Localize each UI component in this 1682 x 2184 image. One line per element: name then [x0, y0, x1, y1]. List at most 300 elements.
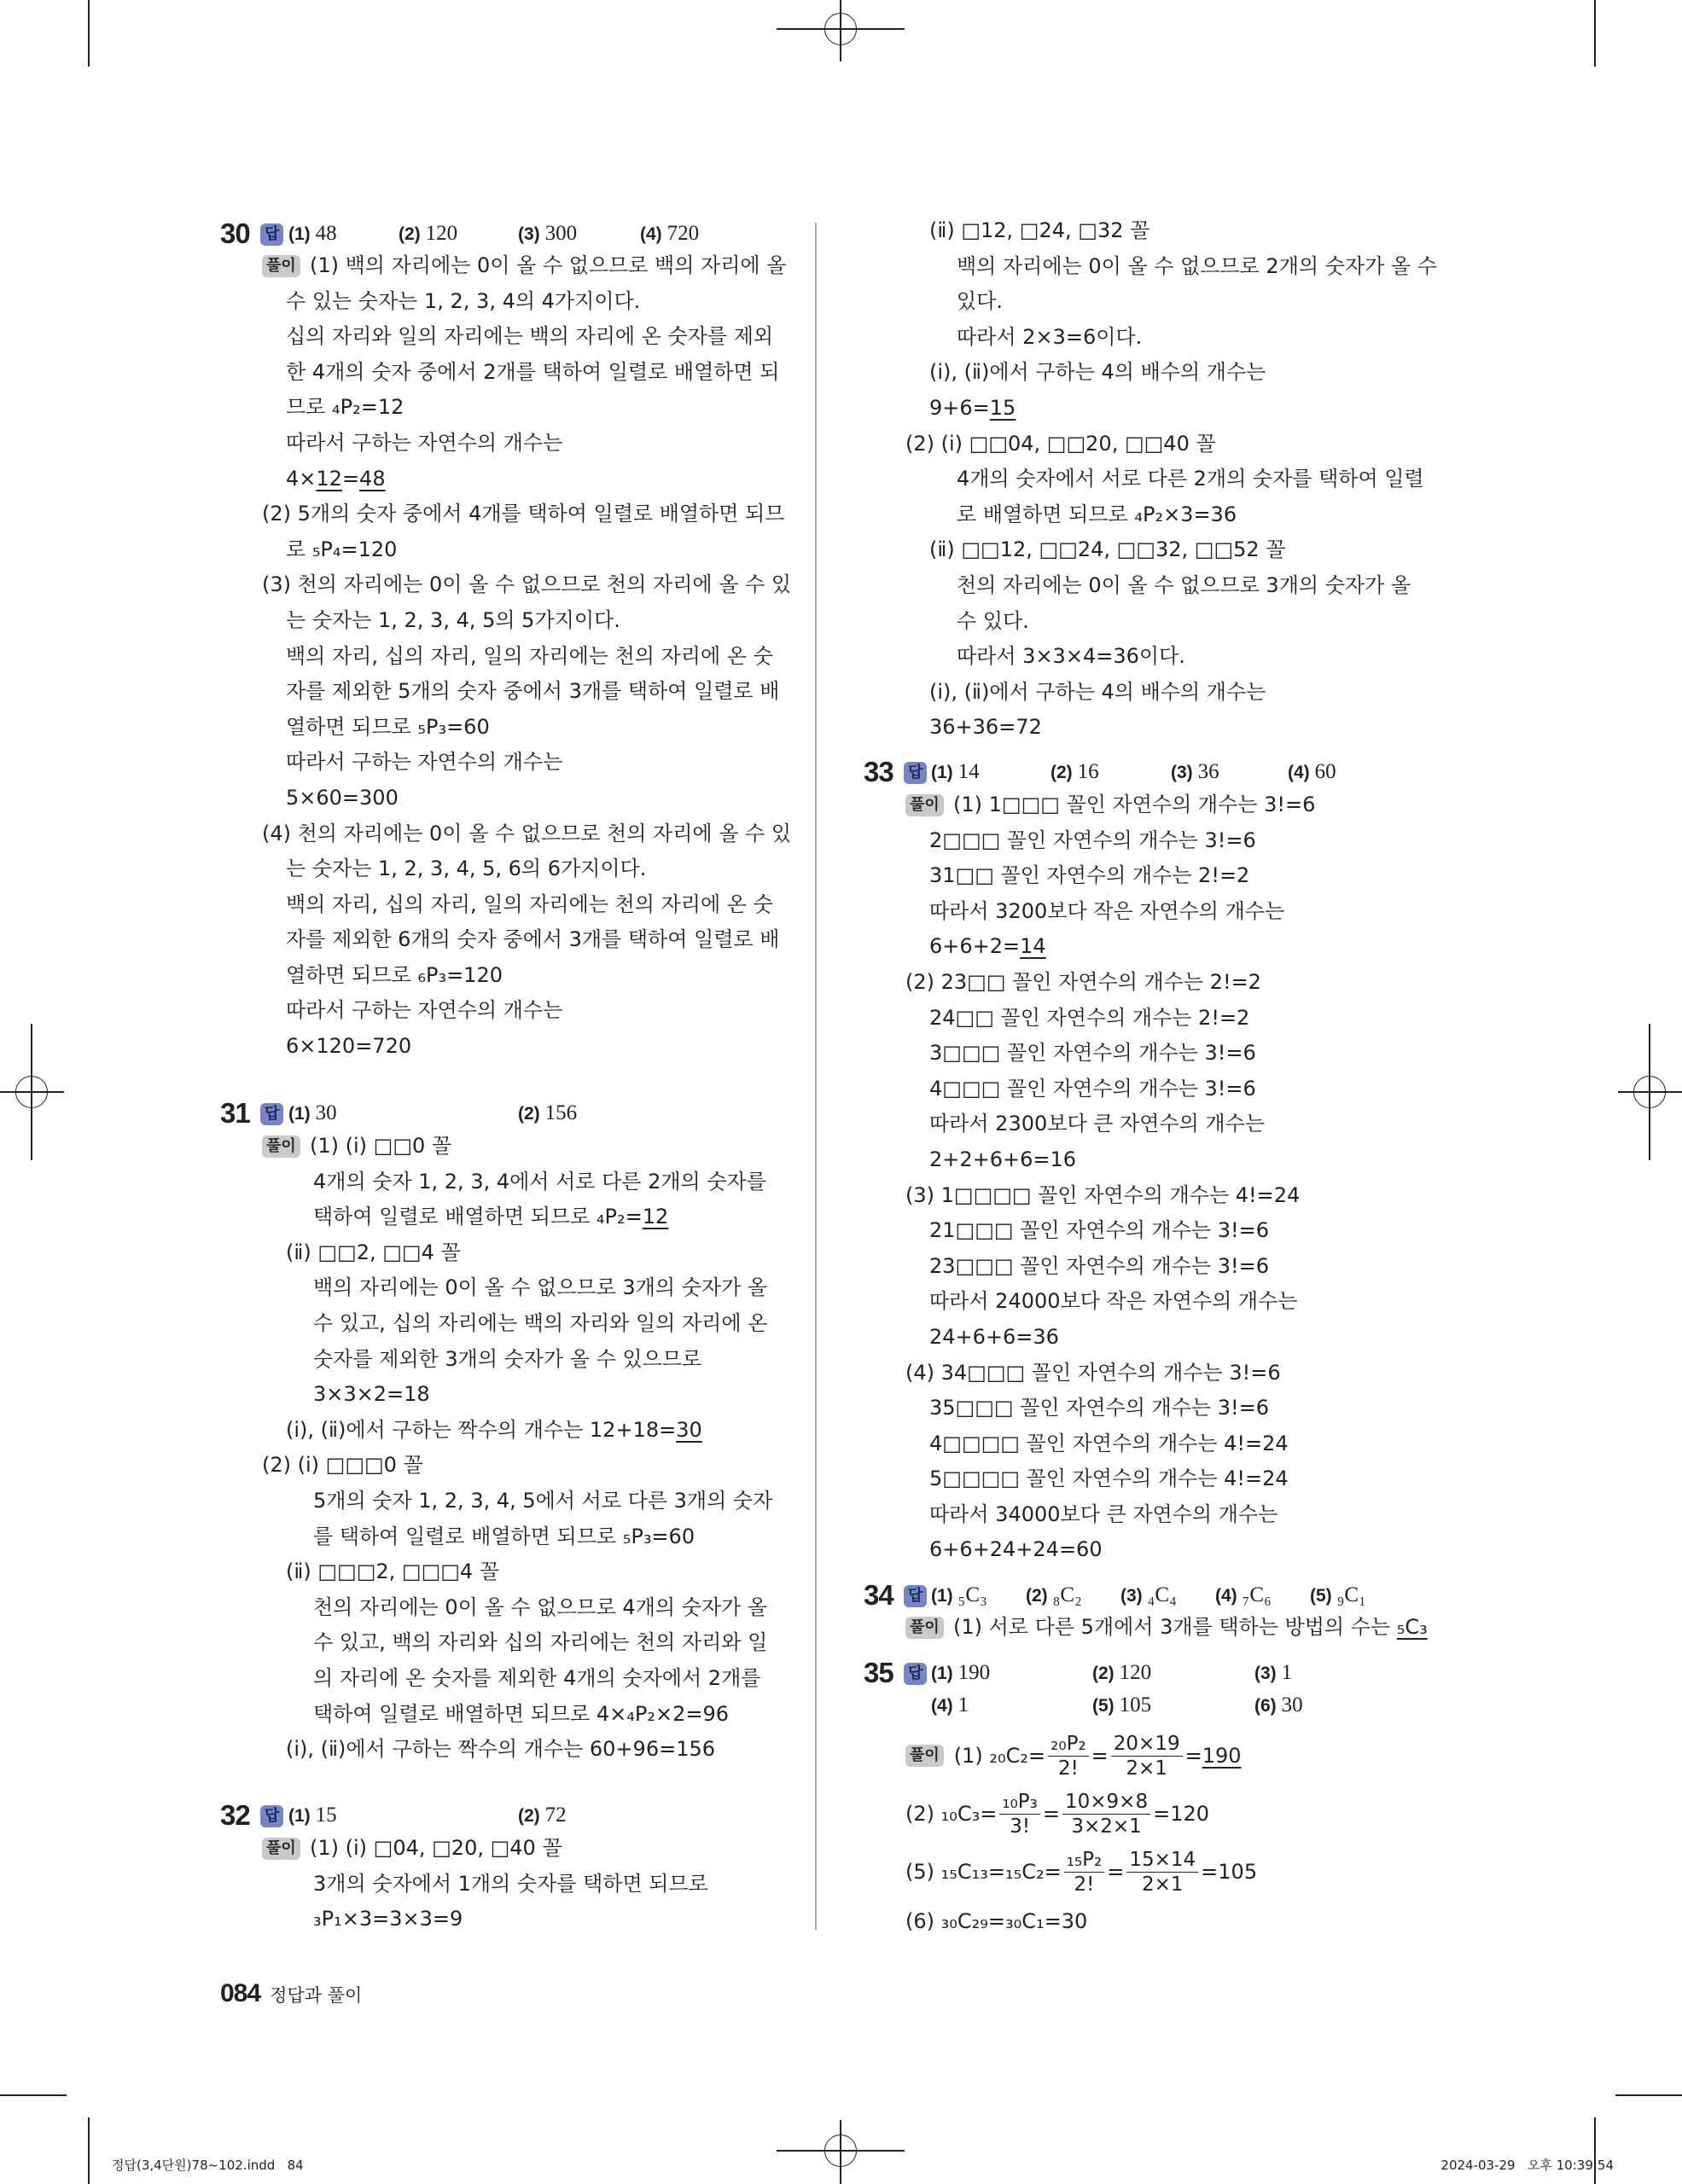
formula-row [0, 1901, 1257, 1942]
registration-mark-icon [1649, 1024, 1650, 1160]
answer-label: (5) [1310, 1586, 1332, 1606]
page-section-title: 정답과 풀이 [270, 1985, 363, 2006]
line-content [929, 1218, 1269, 1242]
fraction-numerator: 15×14 [1126, 1848, 1198, 1873]
solution-lines [0, 1610, 1428, 1646]
solution-line [0, 1001, 1315, 1037]
answer-label: (1) [288, 1104, 311, 1124]
text-segment: 6×120=720 [286, 1034, 412, 1059]
solution-line [0, 462, 1437, 497]
text-segment: (4) 천의 자리에는 0이 올 수 없으므로 천의 자리에 올 수 있 [262, 821, 792, 845]
solution-line [0, 1320, 1315, 1356]
solution-line [0, 1072, 1315, 1107]
solution-line [0, 497, 1437, 533]
answer-item [1026, 1583, 1082, 1607]
formula-row [0, 1727, 1257, 1785]
answer-label: (2) [1092, 1664, 1115, 1683]
fraction-numerator: ₂₀P₂ [1048, 1732, 1089, 1757]
crop-mark [1594, 0, 1596, 67]
text-segment: 수 있고, 십의 자리에는 백의 자리와 일의 자리에 온 [313, 1310, 768, 1335]
text-segment: 따라서 구하는 자연수의 개수는 [286, 750, 563, 775]
solution-line [0, 823, 1315, 859]
solution-line [0, 568, 1437, 604]
text-segment: (ⅰ), (ⅱ)에서 구하는 4의 배수의 개수는 [929, 360, 1266, 385]
solution-line [0, 1391, 1315, 1426]
answer-label: (1) [288, 224, 311, 244]
text-segment: (1) (ⅰ) □□0 꼴 [310, 1134, 452, 1158]
text-segment: 자를 제외한 5개의 숫자 중에서 3개를 택하여 일렬로 배 [286, 679, 780, 704]
solution-line [0, 1497, 1315, 1533]
text-segment: 있다. [957, 289, 1003, 314]
text-segment: =120 [1153, 1802, 1209, 1826]
line-content [929, 218, 1149, 242]
answer-item [1254, 1693, 1303, 1717]
fraction [1111, 1732, 1183, 1780]
text-segment: (ⅰ), (ⅱ)에서 구하는 짝수의 개수는 12+18= [286, 1417, 677, 1442]
text-segment: 따라서 3200보다 작은 자연수의 개수는 [929, 898, 1285, 923]
answer-item [1288, 760, 1336, 784]
underlined-answer: ₅C₃ [1396, 1615, 1428, 1639]
text-segment: 십의 자리와 일의 자리에는 백의 자리에 온 숫자를 제외 [286, 324, 774, 349]
line-content [929, 1041, 1256, 1065]
solution-line [0, 1356, 1315, 1391]
text-segment: 36+36=72 [929, 715, 1042, 740]
fraction-denominator: 2! [1057, 1757, 1079, 1780]
solution-line [0, 639, 1437, 675]
text-segment: 자를 제외한 6개의 숫자 중에서 3개를 택하여 일렬로 배 [286, 927, 780, 952]
text-segment: 2□□□ 꼴인 자연수의 개수는 3!=6 [929, 828, 1256, 852]
answer-item [1051, 760, 1099, 784]
line-content [929, 1006, 1249, 1030]
answer-value: 72 [544, 1804, 567, 1827]
text-segment: (4) 34□□□ 꼴인 자연수의 개수는 3!=6 [905, 1360, 1281, 1385]
answer-value: ₈C₂ [1052, 1583, 1082, 1606]
text-segment: (2) 23□□ 꼴인 자연수의 개수는 2!=2 [905, 969, 1261, 994]
answer-value: 120 [1119, 1661, 1152, 1684]
answer-label: (1) [931, 1664, 953, 1683]
fraction-denominator: 2×1 [1141, 1873, 1184, 1896]
answer-value: 15 [315, 1804, 337, 1827]
line-content [957, 467, 1424, 491]
text-segment: 는 숫자는 1, 2, 3, 4, 5의 5가지이다. [286, 607, 620, 632]
text-segment: 따라서 24000보다 작은 자연수의 개수는 [929, 1289, 1298, 1314]
text-segment: 한 4개의 숫자 중에서 2개를 택하여 일렬로 배열하면 되 [286, 359, 780, 384]
answer-item [1254, 1661, 1292, 1685]
text-segment: (1) 1□□□ 꼴인 자연수의 개수는 3!=6 [953, 793, 1316, 816]
fraction [1064, 1848, 1105, 1896]
text-segment: 2+2+6+6=16 [929, 1147, 1077, 1171]
problem-number: 34 [864, 1579, 893, 1611]
text-segment: (6) ₃₀C₂₉=₃₀C₁=30 [905, 1909, 1088, 1933]
solution-line [0, 355, 1437, 391]
answer-label: (1) [931, 1586, 953, 1606]
solution-line [0, 1461, 1315, 1497]
solution-lines [0, 787, 1315, 1568]
answer-item [931, 1661, 990, 1685]
text-segment: 따라서 34000보다 큰 자연수의 개수는 [929, 1502, 1278, 1526]
text-segment: (2) (ⅰ) □□□0 꼴 [262, 1453, 423, 1478]
answer-item [1215, 1583, 1272, 1607]
solution-line [0, 710, 1437, 746]
text-segment: 백의 자리, 십의 자리, 일의 자리에는 천의 자리에 온 숫 [286, 643, 773, 668]
text-segment: 4□□□ 꼴인 자연수의 개수는 3!=6 [929, 1076, 1256, 1101]
answer-value: ₅C₃ [957, 1583, 987, 1606]
line-content [929, 1325, 1059, 1349]
text-segment: 21□□□ 꼴인 자연수의 개수는 3!=6 [929, 1218, 1270, 1243]
text-segment: 로 ₅P₄=120 [286, 537, 398, 561]
solution-badge: 풀이 [262, 255, 300, 277]
solution-line [0, 1532, 1315, 1568]
solution-badge: 풀이 [262, 1136, 300, 1158]
answer-badge: 답 [904, 1585, 927, 1607]
text-segment: (2) (ⅰ) □□04, □□20, □□40 꼴 [905, 431, 1216, 456]
answer-value: 720 [666, 222, 700, 245]
text-segment: (2) 5개의 숫자 중에서 4개를 택하여 일렬로 배열하면 되므 [262, 502, 785, 526]
text-segment: 므로 ₄P₂=12 [286, 395, 404, 420]
line-content [929, 1289, 1297, 1313]
line-content [957, 289, 1003, 313]
solution-line [0, 213, 1437, 249]
solution-lines [0, 213, 1437, 746]
problem-number: 30 [220, 218, 250, 249]
line-content [929, 1147, 1076, 1171]
answer-label: (1) [931, 763, 953, 782]
solution-line [0, 249, 1437, 285]
answer-value: 1 [957, 1693, 969, 1716]
registration-mark-icon [840, 2120, 841, 2184]
fraction [1062, 1790, 1150, 1838]
formula-row [0, 1843, 1257, 1901]
underlined-answer: 12 [642, 1205, 669, 1229]
answer-value: 30 [1281, 1693, 1303, 1716]
underlined-answer: 15 [989, 395, 1016, 420]
fraction [999, 1790, 1040, 1838]
answer-value: 16 [1077, 760, 1099, 783]
solution-line [0, 962, 1315, 1001]
line-content [929, 680, 1266, 704]
answer-label: (2) [399, 224, 421, 244]
line-content [957, 573, 1411, 597]
text-segment: 백의 자리에는 0이 올 수 없으므로 2개의 숫자가 올 수 [957, 253, 1437, 278]
answer-label: (6) [1254, 1696, 1277, 1716]
text-segment: 따라서 구하는 자연수의 개수는 [286, 998, 563, 1023]
fraction-numerator: 20×19 [1111, 1732, 1183, 1757]
text-segment: 수 있다. [957, 608, 1029, 633]
solution-line [0, 858, 1315, 894]
solution-line [0, 1142, 1315, 1178]
text-segment: (1) 서로 다른 5개에서 3개를 택하는 방법의 수는 [953, 1615, 1397, 1639]
solution-line [0, 894, 1315, 930]
page-number: 084 [220, 1979, 261, 2007]
line-content [953, 793, 1315, 816]
text-segment: (5) ₁₅C₁₃=₁₅C₂= [905, 1860, 1062, 1884]
solution-line [0, 320, 1437, 356]
line-content [929, 934, 1046, 958]
answer-label: (2) [518, 1806, 540, 1826]
text-segment: (3) 천의 자리에는 0이 올 수 없으므로 천의 자리에 올 수 있 [262, 572, 792, 597]
text-segment: 로 배열하면 되므로 ₄P₂×3=36 [957, 502, 1237, 526]
answer-label: (4) [931, 1696, 953, 1716]
text-segment: 천의 자리에는 0이 올 수 없으므로 3개의 숫자가 올 [957, 572, 1411, 597]
line-content [905, 1361, 1281, 1385]
text-segment: 열하면 되므로 ₆P₃=120 [286, 962, 503, 987]
text-segment: 35□□□ 꼴인 자연수의 개수는 3!=6 [929, 1396, 1270, 1420]
text-segment: (ⅱ) □□□2, □□□4 꼴 [286, 1560, 500, 1584]
text-segment: 6+6+24+24=60 [929, 1537, 1103, 1562]
solution-line [0, 1213, 1315, 1249]
solution-line [0, 604, 1437, 640]
text-segment: 따라서 2×3=6이다. [957, 324, 1143, 349]
text-segment: =105 [1201, 1860, 1258, 1884]
text-segment: 5개의 숫자 1, 2, 3, 4, 5에서 서로 다른 3개의 숫자 [313, 1488, 773, 1513]
text-segment: 3개의 숫자에서 1개의 숫자를 택하면 되므로 [313, 1871, 708, 1896]
line-content [929, 1077, 1256, 1101]
line-content [929, 828, 1256, 852]
problem-number: 32 [220, 1799, 250, 1831]
solution-line [0, 929, 1315, 965]
answer-value: 30 [315, 1101, 337, 1124]
text-segment: (ⅰ), (ⅱ)에서 구하는 짝수의 개수는 60+96=156 [286, 1737, 716, 1762]
text-segment: 는 숫자는 1, 2, 3, 4, 5, 6의 6가지이다. [286, 857, 647, 881]
fraction-denominator: 3! [1010, 1815, 1031, 1838]
answer-item [1092, 1693, 1151, 1717]
text-segment: 4× [286, 466, 317, 491]
slug-filename: 정답(3,4단원)78~102.indd 84 [112, 2158, 304, 2173]
answer-label: (4) [1288, 763, 1310, 782]
problem-number: 31 [220, 1097, 250, 1129]
text-segment: (2) ₁₀C₃= [905, 1802, 998, 1826]
text-segment: (ⅰ), (ⅱ)에서 구하는 4의 배수의 개수는 [929, 679, 1266, 704]
text-segment: 23□□□ 꼴인 자연수의 개수는 3!=6 [929, 1253, 1270, 1278]
line-content [929, 1502, 1278, 1526]
text-segment: 9+6= [929, 395, 990, 420]
text-segment: (ⅱ) □□2, □□4 꼴 [286, 1240, 461, 1264]
line-content [929, 899, 1284, 923]
answer-value: 14 [957, 760, 980, 783]
answer-item [1120, 1583, 1177, 1607]
text-segment: = [1107, 1860, 1125, 1884]
line-content [929, 1254, 1269, 1278]
text-segment: 의 자리에 온 숫자를 제외한 4개의 숫자에서 2개를 [313, 1665, 761, 1690]
underlined-answer: 30 [676, 1417, 702, 1442]
line-content [929, 537, 1286, 561]
text-segment: 24□□ 꼴인 자연수의 개수는 2!=2 [929, 1005, 1250, 1030]
line-content [929, 1112, 1265, 1136]
answer-label: (3) [1254, 1664, 1277, 1683]
solution-line [0, 1426, 1315, 1462]
answer-value: 1 [1281, 1661, 1293, 1684]
crop-mark [88, 2117, 90, 2184]
text-segment: (1) 백의 자리에는 0이 올 수 없으므로 백의 자리에 올 [310, 253, 787, 277]
solution-badge: 풀이 [905, 1617, 944, 1639]
solution-line [0, 1178, 1315, 1214]
text-segment: 따라서 3×3×4=36이다. [957, 644, 1185, 669]
text-segment: 를 택하여 일렬로 배열하면 되므로 ₅P₃=60 [313, 1524, 695, 1548]
answer-label: (4) [1215, 1586, 1237, 1606]
solution-line [0, 1107, 1315, 1142]
text-segment: 숫자를 제외한 3개의 숫자가 올 수 있으므로 [313, 1346, 702, 1371]
text-segment: 31□□ 꼴인 자연수의 개수는 2!=2 [929, 863, 1250, 888]
fraction-numerator: ₁₀P₃ [999, 1790, 1040, 1815]
answer-label: (1) [288, 1806, 311, 1826]
answer-label: (2) [1026, 1586, 1048, 1606]
underlined-answer: 190 [1202, 1744, 1242, 1768]
text-segment: 열하면 되므로 ₅P₃=60 [286, 714, 490, 739]
answer-label: (3) [1120, 1586, 1143, 1606]
line-content [957, 254, 1437, 278]
underlined-answer: 48 [359, 466, 386, 491]
fraction-numerator: ₁₅P₂ [1064, 1848, 1105, 1873]
answer-label: (3) [518, 224, 540, 244]
solution-formulas [0, 1727, 1257, 1942]
answer-label: (3) [1171, 763, 1193, 782]
text-segment: 백의 자리, 십의 자리, 일의 자리에는 천의 자리에 온 숫 [286, 892, 773, 916]
problem-number: 33 [864, 756, 893, 787]
line-content [905, 1183, 1300, 1207]
text-segment: 3×3×2=18 [313, 1382, 430, 1407]
line-content [929, 396, 1016, 420]
answer-value: 190 [957, 1661, 991, 1684]
answer-label: (5) [1092, 1696, 1115, 1716]
line-content [957, 325, 1142, 349]
page-footer [220, 1979, 362, 2008]
line-content [905, 970, 1261, 994]
solution-line [0, 1284, 1315, 1320]
answer-value: ₄C₄ [1147, 1583, 1177, 1606]
text-segment: 4□□□□ 꼴인 자연수의 개수는 4!=24 [929, 1431, 1289, 1455]
answer-badge: 답 [904, 1663, 927, 1685]
answer-label: (4) [640, 224, 662, 244]
fraction-denominator: 3×2×1 [1071, 1815, 1142, 1838]
line-content [929, 1537, 1103, 1561]
line-content [905, 432, 1216, 456]
solution-line [0, 532, 1437, 568]
crop-mark [0, 2094, 67, 2096]
solution-line [0, 1249, 1315, 1285]
formula-row [0, 1785, 1257, 1843]
answer-badge: 답 [260, 1103, 283, 1125]
text-segment: ₃P₁×3=3×3=9 [313, 1907, 463, 1931]
answer-value: 156 [544, 1101, 578, 1124]
answer-value: 48 [315, 222, 337, 245]
answer-row [0, 1582, 1682, 1612]
line-content [929, 1432, 1289, 1455]
text-segment: 24+6+6=36 [929, 1324, 1059, 1349]
problem-number: 35 [864, 1657, 893, 1688]
text-segment: 3□□□ 꼴인 자연수의 개수는 3!=6 [929, 1041, 1256, 1066]
text-segment: (ⅱ) □12, □24, □32 꼴 [929, 218, 1150, 242]
answer-item [931, 760, 980, 784]
line-content [929, 715, 1042, 739]
answer-badge: 답 [260, 224, 283, 246]
text-segment: 4개의 숫자 1, 2, 3, 4에서 서로 다른 2개의 숫자를 [313, 1169, 766, 1194]
solution-line [0, 675, 1437, 711]
text-segment: 5×60=300 [286, 785, 399, 810]
line-content [929, 1396, 1269, 1420]
answer-value: 60 [1314, 760, 1336, 783]
answer-label: (2) [518, 1104, 540, 1124]
solution-line [0, 1610, 1428, 1646]
text-segment: (3) 1□□□□ 꼴인 자연수의 개수는 4!=24 [905, 1182, 1301, 1207]
text-segment: (1) ₂₀C₂= [953, 1744, 1046, 1768]
fraction-denominator: 2! [1074, 1873, 1095, 1896]
answer-badge: 답 [260, 1805, 283, 1827]
solution-line [0, 787, 1315, 823]
answer-item [1171, 760, 1219, 784]
text-segment: 따라서 2300보다 큰 자연수의 개수는 [929, 1112, 1265, 1136]
fraction [1048, 1732, 1089, 1780]
line-content [957, 644, 1185, 668]
answer-value: 300 [544, 222, 578, 245]
solution-line [0, 391, 1437, 427]
text-segment: = [341, 466, 360, 491]
text-segment: 백의 자리에는 0이 올 수 없으므로 3개의 숫자가 올 [313, 1275, 768, 1300]
line-content [957, 502, 1237, 526]
text-segment: 택하여 일렬로 배열하면 되므로 ₄P₂= [313, 1205, 643, 1229]
crop-mark [88, 0, 90, 67]
text-segment: 수 있는 숫자는 1, 2, 3, 4의 4가지이다. [286, 288, 641, 313]
crop-mark [1594, 2117, 1596, 2184]
text-segment: 천의 자리에는 0이 올 수 없으므로 4개의 숫자가 올 [313, 1594, 768, 1619]
fraction-denominator: 2×1 [1126, 1757, 1167, 1780]
slug-datetime: 2024-03-29 오후 10:39:54 [1440, 2158, 1614, 2173]
answer-value: ₇C₆ [1242, 1583, 1272, 1606]
solution-line [0, 427, 1437, 462]
text-segment: (ⅱ) □□12, □□24, □□32, □□52 꼴 [929, 537, 1286, 562]
solution-badge: 풀이 [262, 1838, 300, 1860]
answer-row [0, 758, 1682, 789]
underlined-answer: 14 [1020, 934, 1046, 959]
answer-label: (2) [1051, 763, 1073, 782]
answer-badge: 답 [904, 762, 927, 784]
solution-line [0, 1036, 1315, 1072]
answer-row [0, 1659, 1682, 1728]
text-segment: = [1184, 1744, 1202, 1768]
registration-mark-icon [840, 0, 841, 61]
answer-value: ₉C₁ [1336, 1583, 1366, 1606]
text-segment: 5□□□□ 꼴인 자연수의 개수는 4!=24 [929, 1467, 1289, 1491]
answer-item [1092, 1661, 1151, 1685]
registration-mark-icon [1618, 1091, 1682, 1093]
text-segment: 수 있고, 백의 자리와 십의 자리에는 천의 자리와 일 [313, 1630, 768, 1655]
solution-badge: 풀이 [905, 794, 944, 816]
answer-item [1310, 1583, 1366, 1607]
text-segment: = [1042, 1802, 1060, 1826]
line-content [929, 360, 1266, 384]
line-content [929, 1467, 1289, 1490]
answer-value: 36 [1197, 760, 1219, 783]
solution-badge: 풀이 [905, 1745, 944, 1767]
line-content [953, 1615, 1428, 1639]
text-segment: (1) (ⅰ) □04, □20, □40 꼴 [310, 1836, 562, 1860]
text-segment: 따라서 구하는 자연수의 개수는 [286, 430, 563, 455]
text-segment: 6+6+2= [929, 934, 1021, 959]
line-content [929, 863, 1249, 887]
fraction [1126, 1848, 1198, 1896]
text-segment: = [1091, 1744, 1109, 1768]
solution-line [0, 284, 1437, 320]
answer-value: 105 [1119, 1693, 1152, 1716]
answer-item [931, 1583, 987, 1607]
answer-item [931, 1693, 969, 1717]
fraction-numerator: 10×9×8 [1062, 1790, 1150, 1815]
crop-mark [1615, 2094, 1682, 2096]
line-content [957, 609, 1029, 633]
underlined-answer: 12 [316, 466, 342, 491]
answer-value: 120 [425, 222, 458, 245]
text-segment: 4개의 숫자에서 서로 다른 2개의 숫자를 택하여 일렬 [957, 467, 1424, 491]
text-segment: 택하여 일렬로 배열하면 되므로 4×₄P₂×2=96 [313, 1701, 730, 1726]
